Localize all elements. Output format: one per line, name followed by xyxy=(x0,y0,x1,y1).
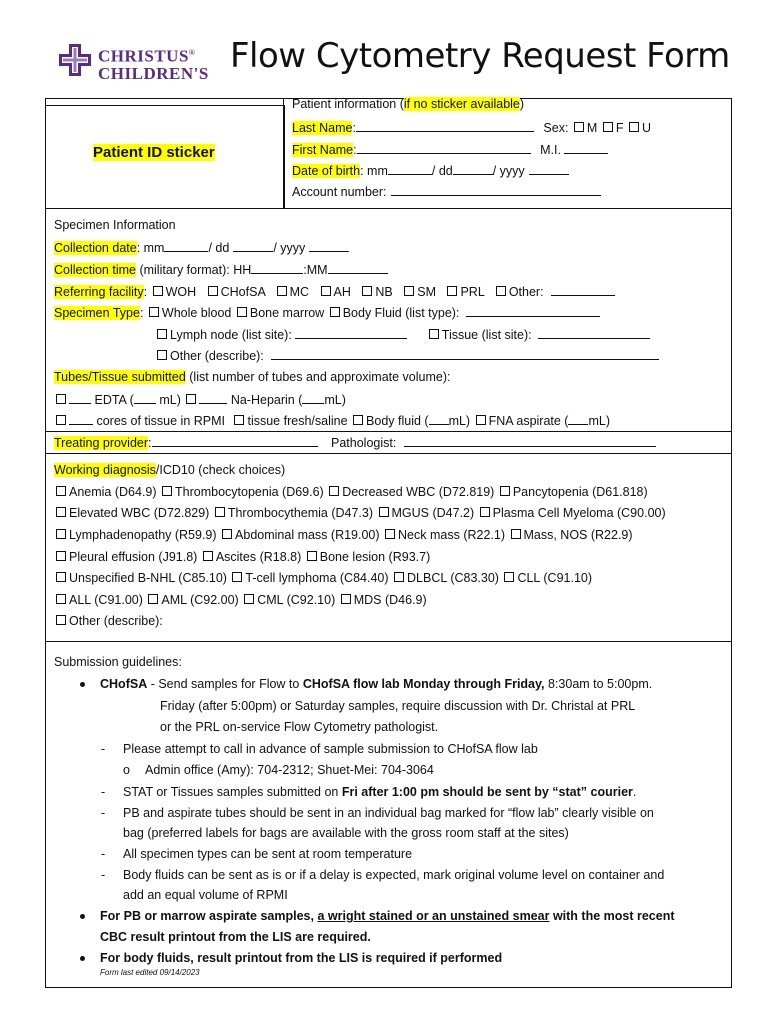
diagnosis-checkbox[interactable] xyxy=(56,486,66,496)
divider xyxy=(45,641,731,642)
diagnosis-checkbox[interactable] xyxy=(307,551,317,561)
body-fluid-volume-field[interactable] xyxy=(429,412,449,425)
lymph-node-checkbox[interactable] xyxy=(157,329,167,339)
diagnosis-row: Lymphadenopathy (R59.9) Abdominal mass (R19.00) Neck mass (R22.1) Mass, NOS (R22.9) xyxy=(54,528,633,542)
bullet-icon xyxy=(80,914,85,919)
diagnosis-checkbox[interactable] xyxy=(203,551,213,561)
guideline-item: PB and aspirate tubes should be sent in an individual bag marked for “flow lab” clearly visible on xyxy=(123,806,654,820)
diagnosis-checkbox[interactable] xyxy=(329,486,339,496)
guideline-item: Body fluids can be sent as is or if a delay is expected, mark original volume level on container and xyxy=(123,868,665,882)
specimen-type-row-3: Other (describe): xyxy=(155,347,659,363)
page-title: Flow Cytometry Request Form xyxy=(230,36,730,76)
bullet-icon xyxy=(80,956,85,961)
patient-id-sticker-label: Patient ID sticker xyxy=(93,144,215,161)
sex-f-checkbox[interactable] xyxy=(603,122,613,132)
body-fluid-checkbox[interactable] xyxy=(330,307,340,317)
diagnosis-checkbox[interactable] xyxy=(511,529,521,539)
dash-icon: - xyxy=(101,742,106,756)
diagnosis-row: ALL (C91.00) AML (C92.00) CML (C92.10) MDS (D46.9) xyxy=(54,593,427,607)
lymph-node-site-field[interactable] xyxy=(295,326,407,339)
specimen-type-row: Specimen Type: Whole blood Bone marrow Body Fluid (list type): xyxy=(54,304,600,320)
guidelines-header: Submission guidelines: xyxy=(54,655,182,669)
diagnosis-checkbox[interactable] xyxy=(480,507,490,517)
account-row: Account number: xyxy=(292,183,601,199)
guideline-item: Please attempt to call in advance of sample submission to CHofSA flow lab xyxy=(123,742,538,756)
mi-field[interactable] xyxy=(564,141,608,154)
edta-volume-field[interactable] xyxy=(134,391,156,404)
tubes-row-2: cores of tissue in RPMI tissue fresh/saline Body fluid ( mL) FNA aspirate ( mL) xyxy=(54,412,610,428)
tissue-site-field[interactable] xyxy=(538,326,650,339)
facility-checkbox[interactable] xyxy=(277,286,287,296)
treating-row: Treating provider: Pathologist: xyxy=(54,434,656,450)
diagnosis-checkbox[interactable] xyxy=(341,594,351,604)
diagnosis-row: Unspecified B-NHL (C85.10) T-cell lymphoma (C84.40) DLBCL (C83.30) CLL (C91.10) xyxy=(54,571,592,585)
last-name-field[interactable] xyxy=(356,119,534,132)
diagnosis-checkbox[interactable] xyxy=(215,507,225,517)
body-fluid-tube-checkbox[interactable] xyxy=(353,415,363,425)
cores-count-field[interactable] xyxy=(69,412,93,425)
referring-facility-row: Referring facility: WOH CHofSA MC AH NB SM PRL Other: xyxy=(54,283,615,299)
facility-other-field[interactable] xyxy=(551,283,615,296)
dob-row: Date of birth: mm / dd / yyyy xyxy=(292,162,569,178)
facility-checkbox[interactable] xyxy=(362,286,372,296)
logo: CHRISTUS® CHILDREN'S xyxy=(98,46,209,83)
divider xyxy=(45,431,731,432)
treating-provider-field[interactable] xyxy=(152,434,318,447)
patient-info-header: Patient information (if no sticker available) xyxy=(292,97,525,111)
facility-checkbox[interactable] xyxy=(321,286,331,296)
diagnosis-checkbox[interactable] xyxy=(232,572,242,582)
fna-volume-field[interactable] xyxy=(568,412,588,425)
collection-yyyy-field[interactable] xyxy=(309,239,349,252)
dob-dd-field[interactable] xyxy=(453,162,493,175)
diagnosis-checkbox[interactable] xyxy=(222,529,232,539)
collection-dd-field[interactable] xyxy=(233,239,273,252)
diagnosis-checkbox[interactable] xyxy=(385,529,395,539)
sex-u-checkbox[interactable] xyxy=(629,122,639,132)
diagnosis-checkbox[interactable] xyxy=(504,572,514,582)
diagnosis-checkbox[interactable] xyxy=(56,507,66,517)
collection-date-row: Collection date: mm / dd / yyyy xyxy=(54,239,349,255)
other-specimen-checkbox[interactable] xyxy=(157,350,167,360)
heparin-count-field[interactable] xyxy=(199,391,227,404)
diagnosis-header: Working diagnosis/ICD10 (check choices) xyxy=(54,463,286,477)
specimen-type-row-2: Lymph node (list site): Tissue (list site): xyxy=(155,326,650,342)
diagnosis-checkbox[interactable] xyxy=(56,615,66,625)
tubes-row-1: EDTA ( mL) Na-Heparin ( mL) xyxy=(54,391,346,407)
diagnosis-row: Pleural effusion (J91.8) Ascites (R18.8) Bone lesion (R93.7) xyxy=(54,550,430,564)
form-footer: Form last edited 09/14/2023 xyxy=(100,968,200,977)
diagnosis-row: Anemia (D64.9) Thrombocytopenia (D69.6) Decreased WBC (D72.819) Pancytopenia (D61.818) xyxy=(54,485,648,499)
guideline-item: add an equal volume of RPMI xyxy=(123,888,288,902)
heparin-volume-field[interactable] xyxy=(302,391,324,404)
body-fluid-type-field[interactable] xyxy=(466,304,600,317)
diagnosis-checkbox[interactable] xyxy=(56,529,66,539)
bullet-icon xyxy=(80,682,85,687)
specimen-header: Specimen Information xyxy=(54,218,176,232)
tissue-checkbox[interactable] xyxy=(429,329,439,339)
bone-marrow-checkbox[interactable] xyxy=(237,307,247,317)
sex-m-checkbox[interactable] xyxy=(574,122,584,132)
guideline-item: or the PRL on-service Flow Cytometry pathologist. xyxy=(160,720,439,734)
guideline-item: STAT or Tissues samples submitted on Fri after 1:00 pm should be sent by “stat” courier. xyxy=(123,785,637,799)
guideline-item: CHofSA - Send samples for Flow to CHofSA flow lab Monday through Friday, 8:30am to 5:00pm. xyxy=(100,677,653,691)
diagnosis-checkbox[interactable] xyxy=(244,594,254,604)
dash-icon: - xyxy=(101,806,106,820)
diagnosis-checkbox[interactable] xyxy=(394,572,404,582)
edta-count-field[interactable] xyxy=(69,391,91,404)
first-name-row: First Name: M.I. xyxy=(292,141,608,157)
diagnosis-row: Other (describe): xyxy=(54,614,163,628)
dash-icon: - xyxy=(101,868,106,882)
guideline-item: For body fluids, result printout from the LIS is required if performed xyxy=(100,951,503,965)
other-specimen-field[interactable] xyxy=(271,347,659,360)
na-heparin-checkbox[interactable] xyxy=(186,394,196,404)
diagnosis-checkbox[interactable] xyxy=(56,551,66,561)
guideline-item: CBC result printout from the LIS are required. xyxy=(100,930,371,944)
diagnosis-checkbox[interactable] xyxy=(56,572,66,582)
pathologist-field[interactable] xyxy=(404,434,656,447)
facility-checkbox[interactable] xyxy=(208,286,218,296)
collection-mm-field[interactable] xyxy=(164,239,208,252)
tubes-header: Tubes/Tissue submitted (list number of tubes and approximate volume): xyxy=(54,370,451,384)
circle-bullet-icon: o xyxy=(123,763,130,777)
last-name-row: Last Name: Sex: M F U xyxy=(292,121,651,135)
cores-checkbox[interactable] xyxy=(56,415,66,425)
whole-blood-checkbox[interactable] xyxy=(149,307,159,317)
account-number-field[interactable] xyxy=(391,183,601,196)
dob-yyyy-field[interactable] xyxy=(529,162,569,175)
facility-checkbox[interactable] xyxy=(404,286,414,296)
diagnosis-checkbox[interactable] xyxy=(500,486,510,496)
dash-icon: - xyxy=(101,847,106,861)
guideline-item: Admin office (Amy): 704-2312; Shuet-Mei: 704-3064 xyxy=(145,763,434,777)
guideline-item: For PB or marrow aspirate samples, a wright stained or an unstained smear with the most recent xyxy=(100,909,675,923)
diagnosis-checkbox[interactable] xyxy=(162,486,172,496)
dash-icon: - xyxy=(101,785,106,799)
fna-checkbox[interactable] xyxy=(476,415,486,425)
collection-min-field[interactable] xyxy=(328,261,388,274)
guideline-item: All specimen types can be sent at room temperature xyxy=(123,847,413,861)
first-name-field[interactable] xyxy=(357,141,531,154)
facility-checkbox[interactable] xyxy=(496,286,506,296)
divider xyxy=(283,98,284,208)
diagnosis-checkbox[interactable] xyxy=(148,594,158,604)
edta-checkbox[interactable] xyxy=(56,394,66,404)
facility-checkbox[interactable] xyxy=(447,286,457,296)
diagnosis-checkbox[interactable] xyxy=(379,507,389,517)
facility-checkbox[interactable] xyxy=(153,286,163,296)
christus-cross-icon xyxy=(57,42,93,78)
collection-time-row: Collection time (military format): HH :MM xyxy=(54,261,388,277)
diagnosis-row: Elevated WBC (D72.829) Thrombocythemia (D47.3) MGUS (D47.2) Plasma Cell Myeloma (C90.00) xyxy=(54,506,666,520)
guideline-item: Friday (after 5:00pm) or Saturday samples, require discussion with Dr. Christal at PRL xyxy=(160,699,636,713)
tissue-fresh-checkbox[interactable] xyxy=(234,415,244,425)
guideline-item: bag (preferred labels for bags are available with the gross room staff at the sites) xyxy=(123,826,569,840)
collection-hh-field[interactable] xyxy=(251,261,303,274)
dob-mm-field[interactable] xyxy=(388,162,432,175)
divider xyxy=(45,208,731,209)
divider xyxy=(45,453,731,454)
diagnosis-checkbox[interactable] xyxy=(56,594,66,604)
